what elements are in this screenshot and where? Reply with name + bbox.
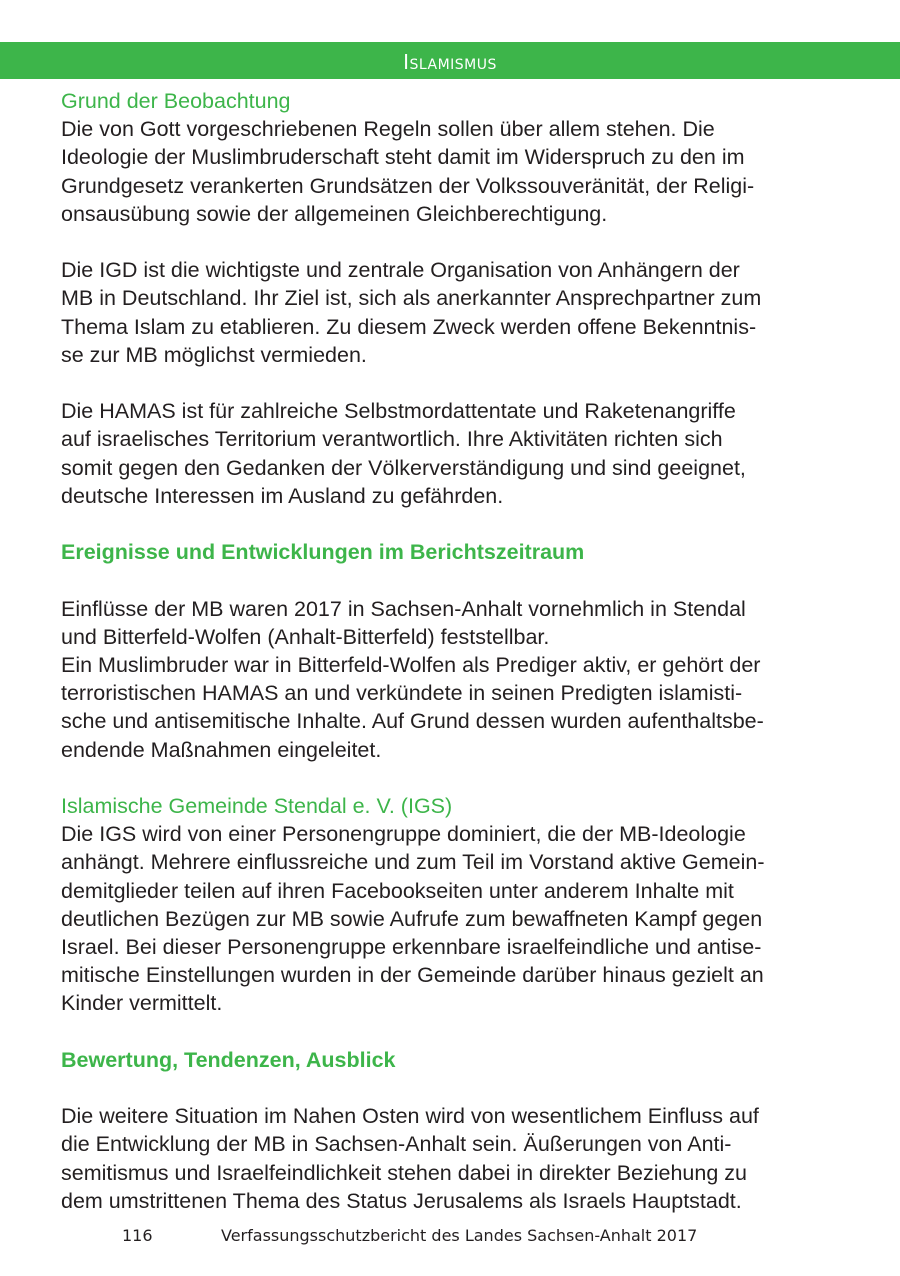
text-line: semitismus und Israelfeindlichkeit stehen dabei in direkter Beziehung zu <box>61 1160 747 1185</box>
spacer <box>61 764 851 792</box>
subheading-igs: Islamische Gemeinde Stendal e. V. (IGS) <box>61 794 453 818</box>
text-line: Thema Islam zu etablieren. Zu diesem Zweck werden offene Bekenntnis- <box>61 314 757 339</box>
spacer <box>61 566 851 594</box>
text-line: Israel. Bei dieser Personengruppe erkennbare israelfeindliche und antise- <box>61 935 762 960</box>
page-number: 116 <box>122 1226 153 1245</box>
text-line: mitische Einstellungen wurden in der Gemeinde darüber hinaus gezielt an <box>61 963 764 988</box>
text-line: Grundgesetz verankerten Grundsätzen der Volkssouveränität, der Religi- <box>61 173 755 198</box>
spacer <box>61 228 851 256</box>
text-line: die Entwicklung der MB in Sachsen-Anhalt sein. Äußerungen von Anti- <box>61 1132 732 1157</box>
main-content <box>61 87 851 1215</box>
text-line: und Bitterfeld-Wolfen (Anhalt-Bitterfeld) feststellbar. <box>61 624 550 649</box>
text-line: anhängt. Mehrere einflussreiche und zum Teil im Vorstand aktive Gemein- <box>61 850 765 875</box>
text-line: terroristischen HAMAS an und verkündete in seinen Predigten islamisti- <box>61 681 743 706</box>
paragraph-grund-3 <box>61 397 851 510</box>
text-line: se zur MB möglichst vermieden. <box>61 342 367 367</box>
header-bar <box>0 42 900 79</box>
paragraph-bewertung-1 <box>61 1102 851 1215</box>
footer-title: Verfassungsschutzbericht des Landes Sachsen-Anhalt 2017 <box>221 1226 698 1245</box>
text-line: MB in Deutschland. Ihr Ziel ist, sich als anerkannter Ansprechpartner zum <box>61 286 762 311</box>
page-section-title: Islamismus <box>403 50 497 74</box>
text-line: Die IGS wird von einer Personengruppe dominiert, die der MB-Ideologie <box>61 822 746 847</box>
text-line: onsausübung sowie der allgemeinen Gleichberechtigung. <box>61 201 608 226</box>
text-line: deutsche Interessen im Ausland zu gefährden. <box>61 483 504 508</box>
spacer <box>61 1074 851 1102</box>
text-line: Die IGD ist die wichtigste und zentrale Organisation von Anhängern der <box>61 258 740 283</box>
subheading-grund: Grund der Beobachtung <box>61 89 291 113</box>
text-line: Einflüsse der MB waren 2017 in Sachsen-Anhalt vornehmlich in Stendal <box>61 596 746 621</box>
section-heading-bewertung: Bewertung, Tendenzen, Ausblick <box>61 1047 396 1072</box>
text-line: Die von Gott vorgeschriebenen Regeln sollen über allem stehen. Die <box>61 117 715 142</box>
paragraph-ereignisse-1 <box>61 595 851 764</box>
text-line: deutlichen Bezügen zur MB sowie Aufrufe zum bewaffneten Kampf gegen <box>61 906 763 931</box>
text-line: demitglieder teilen auf ihren Facebookseiten unter anderem Inhalte mit <box>61 878 734 903</box>
text-line: Ideologie der Muslimbruderschaft steht damit im Widerspruch zu den im <box>61 145 745 170</box>
text-line: dem umstrittenen Thema des Status Jerusalems als Israels Hauptstadt. <box>61 1188 742 1213</box>
text-line: Kinder vermittelt. <box>61 991 223 1016</box>
spacer <box>61 1018 851 1046</box>
text-line: sche und antisemitische Inhalte. Auf Grund dessen wurden aufenthaltsbe- <box>61 709 764 734</box>
spacer <box>61 510 851 538</box>
page-footer <box>0 1226 900 1248</box>
paragraph-igs-1 <box>61 820 851 1017</box>
text-line: Ein Muslimbruder war in Bitterfeld-Wolfen als Prediger aktiv, er gehört der <box>61 653 761 677</box>
text-line: auf israelisches Territorium verantwortlich. Ihre Aktivitäten richten sich <box>61 427 723 452</box>
text-line: Die HAMAS ist für zahlreiche Selbstmordattentate und Raketenangriffe <box>61 399 736 424</box>
paragraph-grund-2 <box>61 256 851 369</box>
section-heading-ereignisse: Ereignisse und Entwicklungen im Berichtszeitraum <box>61 540 585 565</box>
text-line: endende Maßnahmen eingeleitet. <box>61 737 382 762</box>
paragraph-grund-1 <box>61 115 851 228</box>
text-line: somit gegen den Gedanken der Völkerverständigung und sind geeignet, <box>61 455 746 480</box>
spacer <box>61 369 851 397</box>
text-line: Die weitere Situation im Nahen Osten wird von wesentlichem Einfluss auf <box>61 1104 759 1129</box>
